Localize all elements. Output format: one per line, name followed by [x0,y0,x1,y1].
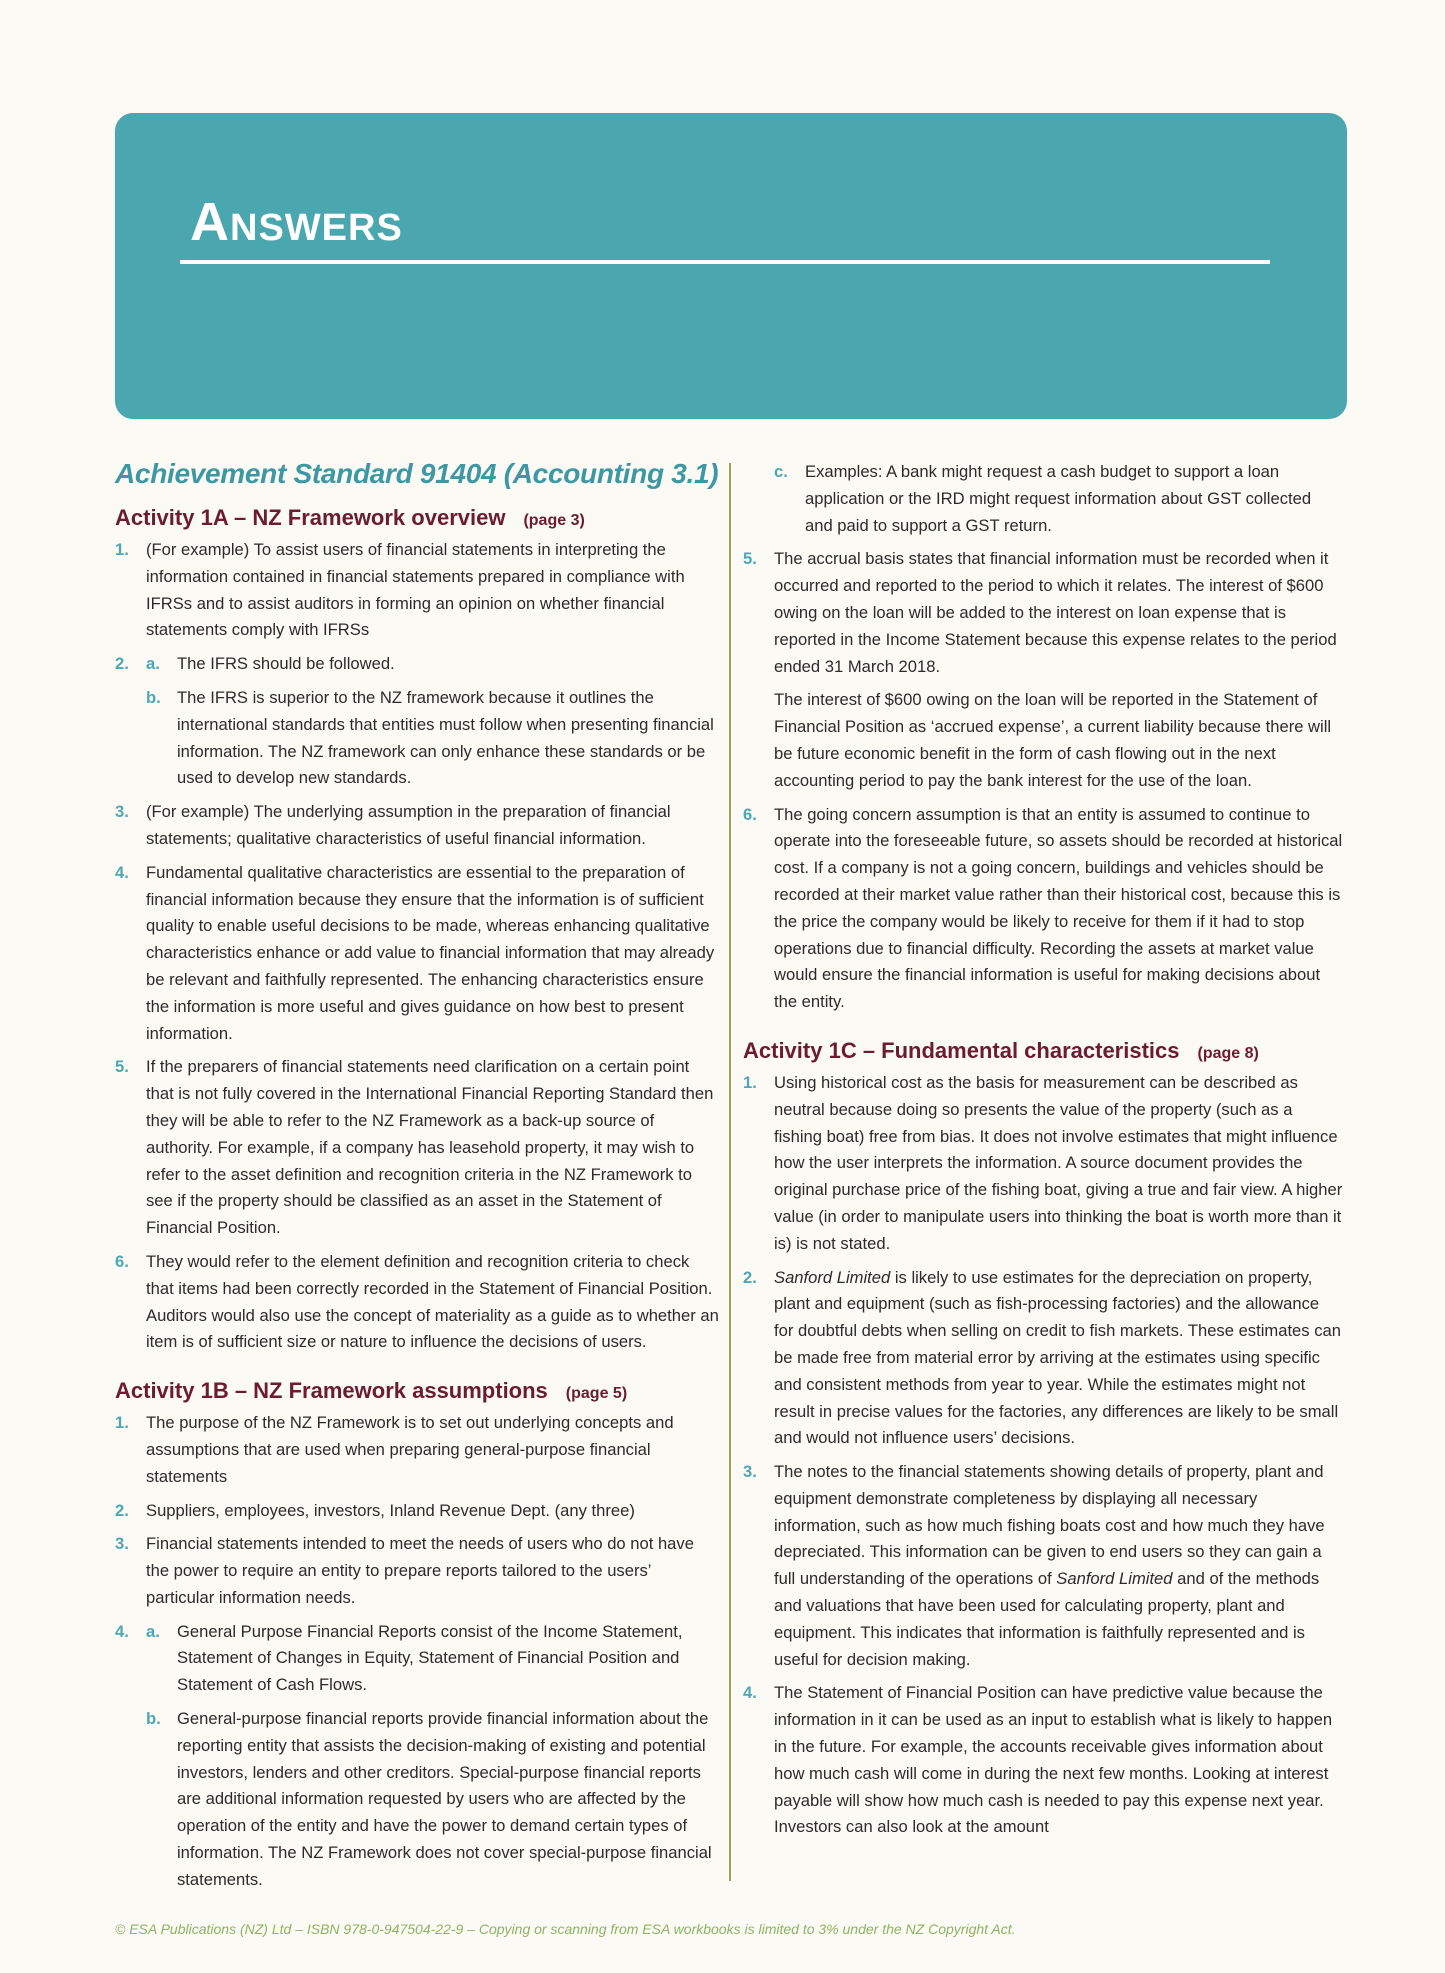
activity-1b-title: Activity 1B – NZ Framework assumptions [115,1378,548,1404]
answer-text: General-purpose financial reports provide financial information about the reporting entity that assists the decision-making of existing and potential investors, lenders and other creditors. Special-purpose financial reports are additional information requested by users who are affected by the operation of the entity and have the power to demand certain types of information. The NZ Framework does not cover special-purpose financial statements. [177,1709,712,1889]
sub-item-letter: b. [146,687,161,707]
spacer [115,1363,720,1377]
company-name: Sanford Limited [1056,1569,1173,1589]
answer-text [774,1265,1343,1453]
activity-1b-heading [115,1377,720,1408]
sub-item-letter: b. [146,1709,161,1729]
item-number: 2. [115,654,129,674]
item-number: 3. [743,1462,757,1482]
answer-text: If the preparers of financial statements need clarification on a certain point that is not fully covered in the International Financial Reporting Standard then they will be able to refer to the NZ Framework as a back-up source of authority. For example, if a company has leasehold property, it may wish to refer to the asset definition and recognition criteria in the NZ Framework to see if the property should be classified as an asset in the Statement of Financial Position. [146,1057,714,1238]
answer-1b-4a [115,1619,720,1699]
answer-text: Financial statements intended to meet the needs of users who do not have the power to require an entity to prepare reports tailored to the users’ particular information needs. [146,1534,694,1607]
answer-text [774,546,1343,794]
item-number: 3. [115,1534,129,1554]
item-number: 2. [115,1500,129,1520]
banner-divider [180,260,1270,264]
item-number: 4. [115,862,129,882]
answer-text: The IFRS should be followed. [177,654,395,674]
answer-1c-2 [743,1265,1343,1453]
answer-1b-4b [146,1706,720,1894]
answer-1b-2 [115,1498,720,1525]
column-divider [729,463,731,1881]
answer-text [774,1459,1343,1673]
item-number: 1. [115,1413,129,1433]
answer-text-rest: and of the methods and valuations that have been used for calculating property, plant and equipment. This indicates that information is faithfully represented and is useful for decision making. [774,1569,1320,1669]
answer-1a-3 [115,799,720,853]
standard-heading: Achievement Standard 91404 (Accounting 3.1) [115,458,719,489]
item-number: 4. [115,1621,129,1641]
answer-text: Examples: A bank might request a cash budget to support a loan application or the IRD might request information about GST collected and paid to support a GST return. [805,462,1312,535]
answer-text: Fundamental qualitative characteristics are essential to the preparation of financial information because they ensure that the information is of sufficient quality to enable useful decisions to be made, whereas enhancing qualitative characteristics enhance or add value to financial information that may already be relevant and faithfully represented. The enhancing characteristics ensure the information is more useful and gives guidance on how best to present information. [146,862,715,1043]
item-number: 6. [115,1251,129,1271]
answer-1b-1 [115,1410,720,1490]
answer-text: General Purpose Financial Reports consist of the Income Statement, Statement of Changes in Equity, Statement of Financial Position and Statement of Cash Flows. [177,1621,683,1695]
activity-1c-heading [743,1037,1343,1068]
answer-1c-3 [743,1459,1343,1673]
left-column [115,458,720,1901]
activity-1a-page: (page 3) [523,512,585,529]
answer-paragraph: The interest of $600 owing on the loan will be reported in the Statement of Financial Position as ‘accrued expense’, a current liability because there will be future economic benefit in the form of cash flowing out in the next accounting period to pay the bank interest for the use of the loan. [774,690,1332,790]
item-number: 1. [115,540,129,559]
answer-1a-1 [115,537,720,644]
page-title: Answers [190,192,403,252]
answer-text: The purpose of the NZ Framework is to set out underlying concepts and assumptions that are used when preparing general-purpose financial statements [146,1413,674,1486]
item-number: 5. [115,1057,129,1077]
answer-1c-1 [743,1070,1343,1258]
answer-paragraph: The accrual basis states that financial information must be recorded when it occurred and reported to the period to which it relates. The interest of $600 owing on the loan will be added to the interest on loan expense that is reported in the Income Statement because this expense relates to the period ended 31 March 2018. [774,549,1337,676]
right-column [743,459,1343,1848]
answer-1b-4c [774,459,1343,539]
answer-text: The IFRS is superior to the NZ framework because it outlines the international standards that entities must follow when presenting financial information. The NZ framework can only enhance these standards or be used to develop new standards. [177,687,714,788]
answer-text: Using historical cost as the basis for measurement can be described as neutral because doing so presents the value of the property (such as a fishing boat) free from bias. It does not involve estimates that might influence how the user interprets the information. A source document provides the original purchase price of the fishing boat, giving a true and fair view. A higher value (in order to manipulate users into thinking the boat is worth more than it is) is not stated. [774,1072,1343,1253]
answer-1a-6 [115,1249,720,1356]
sub-item-letter: a. [146,1621,160,1641]
item-number: 2. [743,1267,757,1287]
answer-1a-4 [115,860,720,1048]
item-number: 4. [743,1683,757,1703]
item-number: 6. [743,804,757,824]
answer-1b-3 [115,1531,720,1611]
spacer [743,1023,1343,1037]
answer-text: They would refer to the element definition and recognition criteria to check that items had been correctly recorded in the Statement of Financial Position. Auditors would also use the concept of materiality as a guide as to whether an item is of sufficient size or nature to influence the decisions of users. [146,1251,719,1352]
answer-text: (For example) The underlying assumption in the preparation of financial statements; qualitative characteristics of useful financial information. [146,802,671,848]
answer-1a-2a [115,651,720,678]
activity-1c-page: (page 8) [1197,1044,1259,1062]
answer-text: The going concern assumption is that an entity is assumed to continue to operate into the foreseeable future, so assets should be recorded at historical cost. If a company is not a going concern, buildings and vehicles should be recorded at their market value rather than their historical cost, because this is the price the company would be likely to receive for them if it had to stop operations due to financial difficulty. Recording the assets at market value would ensure the financial information is useful for making decisions about the entity. [774,804,1343,1012]
answer-text-start: The notes to the financial statements showing details of property, plant and equipment demonstrate completeness by displaying all necessary information, such as how much fishing boats cost and how much they have depreciated. This information can be given to end users so they can gain a full understanding of the operations of [774,1462,1325,1589]
activity-1a-title: Activity 1A – NZ Framework overview [115,505,506,530]
answer-text: Suppliers, employees, investors, Inland Revenue Dept. (any three) [146,1500,635,1520]
answer-1b-6 [743,802,1343,1016]
activity-1c-title: Activity 1C – Fundamental characteristics [743,1037,1180,1063]
answer-1c-4 [743,1680,1343,1841]
answer-text: (For example) To assist users of financial statements in interpreting the information contained in financial statements prepared in compliance with IFRSs and to assist auditors in forming an opinion on whether financial statements comply with IFRSs [146,540,685,640]
answer-text-rest: is likely to use estimates for the depreciation on property, plant and equipment (such as fish-processing factories) and the allowance for doubtful debts when selling on credit to fish markets. These estimates can be made free from material error by arriving at the estimates using specific and consistent methods from year to year. While the estimates might not result in precise values for the factories, any differences are likely to be small and would not influence users’ decisions. [774,1267,1341,1448]
answer-1a-5 [115,1054,720,1242]
activity-1a-heading [115,504,720,535]
answers-banner [115,113,1347,419]
item-number: 1. [743,1072,757,1092]
item-number: 5. [743,549,757,569]
sub-item-letter: a. [146,654,160,674]
answer-1b-5 [743,546,1343,794]
company-name: Sanford Limited [774,1267,891,1287]
answer-1a-2b [146,685,720,792]
copyright-footer: © ESA Publications (NZ) Ltd – ISBN 978-0-947504-22-9 – Copying or scanning from ESA workbooks is limited to 3% under the NZ Copyright Act. [115,1921,1016,1937]
item-number: 3. [115,802,129,822]
activity-1b-page: (page 5) [565,1385,628,1403]
answer-text: The Statement of Financial Position can have predictive value because the information in it can be used as an input to establish what is likely to happen in the future. For example, the accounts receivable gives information about how much cash will come in during the next few months. Looking at interest payable will show how much cash is needed to pay this expense next year. Investors can also look at the amount [774,1683,1333,1837]
sub-item-letter: c. [774,462,788,481]
